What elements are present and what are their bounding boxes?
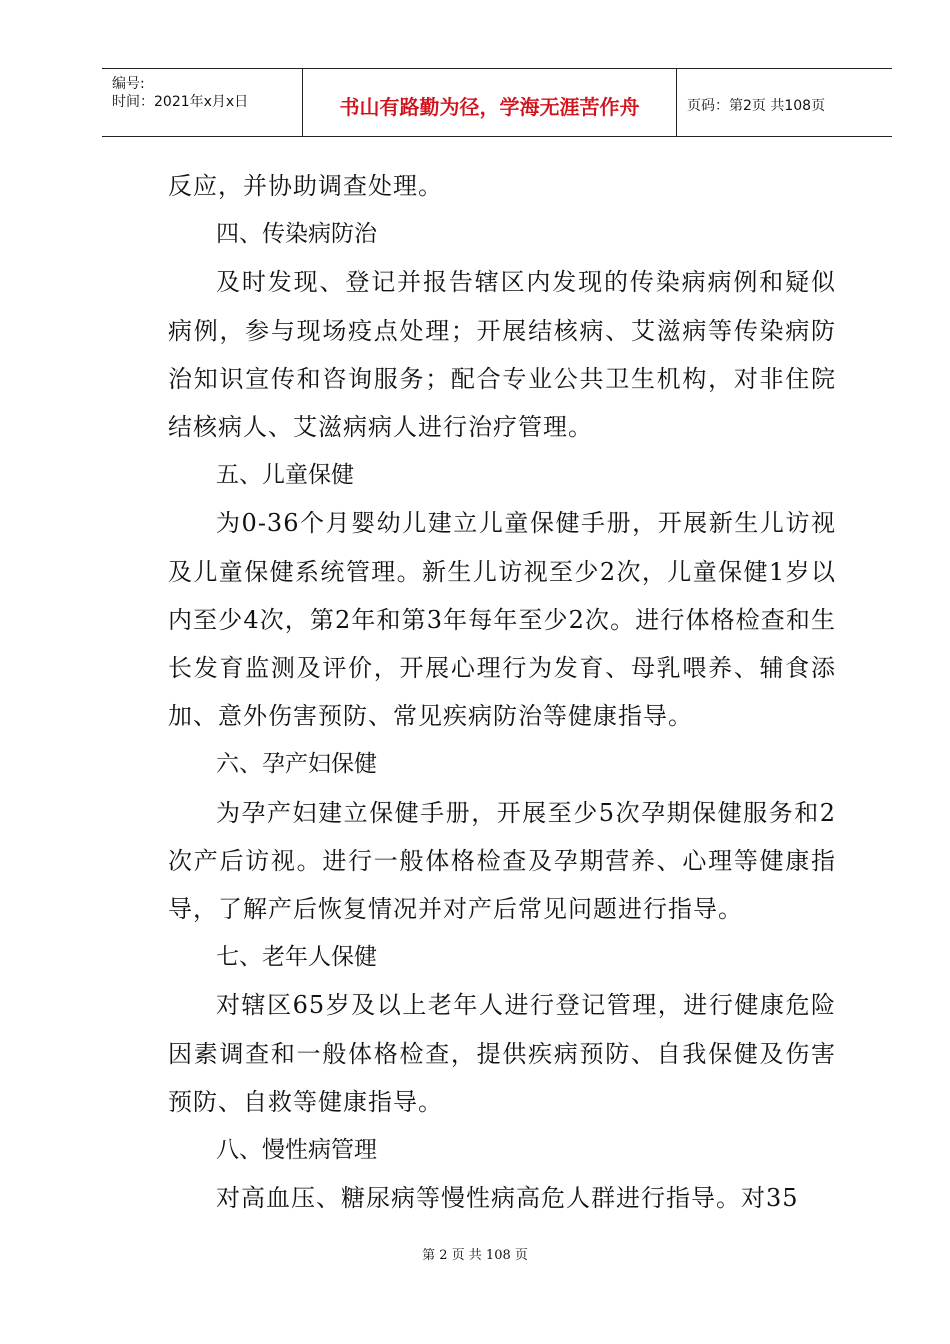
header-slogan-cell: [303, 69, 677, 136]
paragraph: 对辖区65岁及以上老年人进行登记管理，进行健康危险因素调查和一般体格检查，提供疾病预防、自我保健及伤害预防、自救等健康指导。: [168, 991, 836, 1116]
header-slogan: 书山有路勤为径，学海无涯苦作舟: [339, 95, 640, 119]
header-page-label: 页码：第2页 共108页: [687, 98, 826, 114]
paragraph: 为0-36个月婴幼儿建立儿童保健手册，开展新生儿访视及儿童保健系统管理。新生儿访视至少2次，儿童保健1岁以内至少4次，第2年和第3年每年至少2次。进行体格检查和生长发育监测及评价，开展心理行为发育、母乳喂养、辅食添加、意外伤害预防、常见疾病防治等健康指导。: [168, 509, 836, 731]
section-heading: 八、慢性病管理: [216, 1137, 377, 1164]
document-body: [168, 162, 836, 1222]
paragraph: 反应，并协助调查处理。: [168, 172, 443, 200]
paragraph: 及时发现、登记并报告辖区内发现的传染病病例和疑似病例，参与现场疫点处理；开展结核病、艾滋病等传染病防治知识宣传和咨询服务；配合专业公共卫生机构，对非住院结核病人、艾滋病病人进行治疗管理。: [168, 268, 836, 442]
page-footer: 第 2 页 共 108 页: [422, 1248, 528, 1263]
section-heading: 四、传染病防治: [216, 221, 377, 248]
section-heading: 五、儿童保健: [216, 462, 354, 489]
time-label: 时间：2021年x月x日: [112, 94, 249, 110]
section-heading: 七、老年人保健: [216, 944, 377, 971]
document-header: [102, 68, 892, 137]
header-page-cell: [677, 69, 892, 136]
section-heading: 六、孕产妇保健: [216, 751, 377, 778]
number-label: 编号:: [112, 76, 145, 92]
paragraph: 为孕产妇建立保健手册，开展至少5次孕期保健服务和2次产后访视。进行一般体格检查及孕期营养、心理等健康指导，了解产后恢复情况并对产后常见问题进行指导。: [168, 798, 836, 924]
paragraph: 对高血压、糖尿病等慢性病高危人群进行指导。对35: [216, 1184, 799, 1213]
header-meta-cell: [102, 69, 303, 136]
